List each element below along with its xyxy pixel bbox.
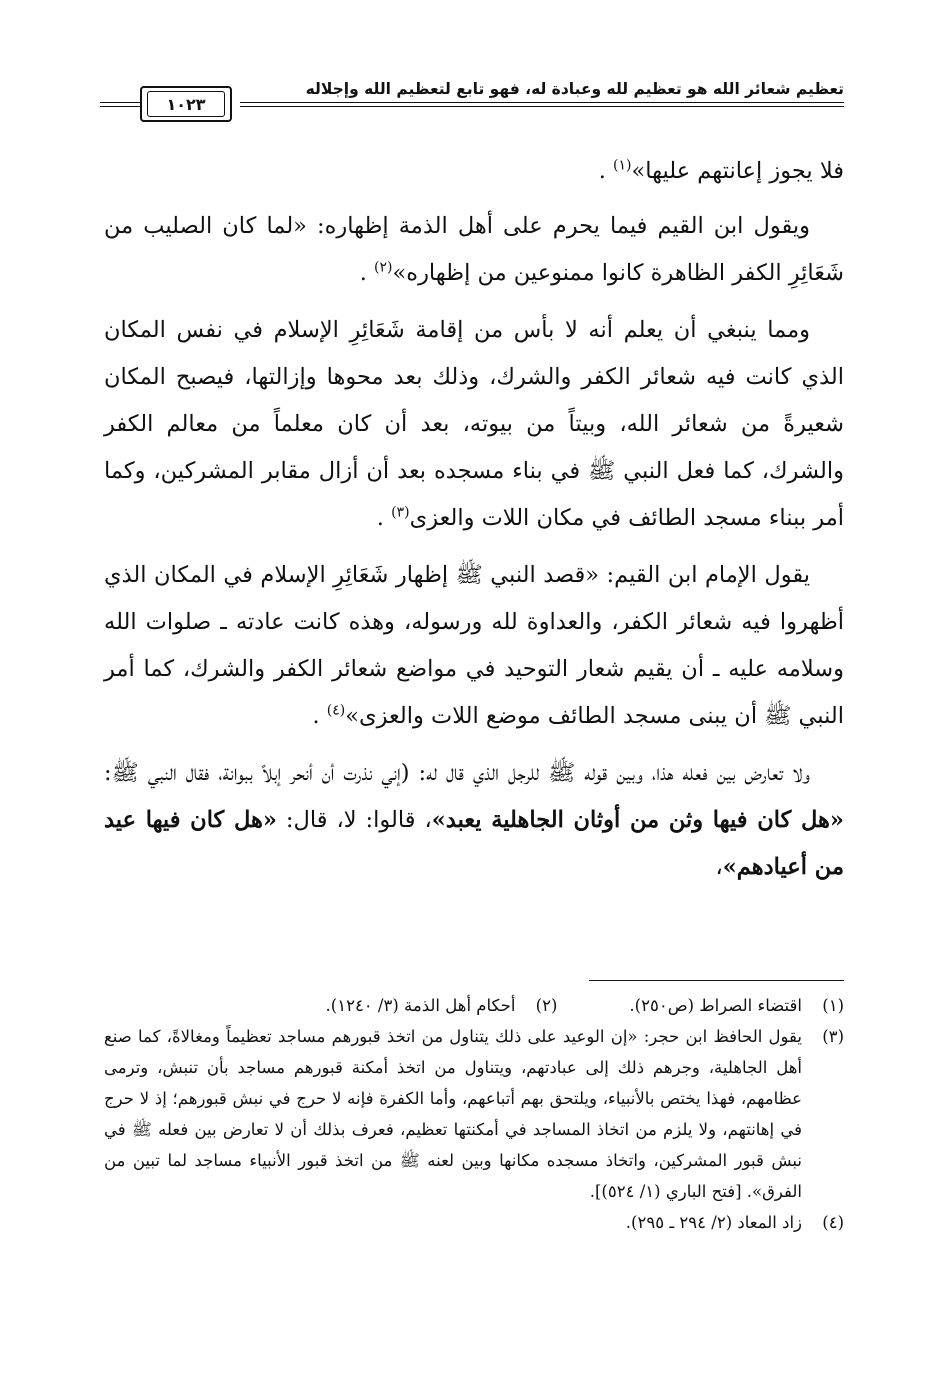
footnote-2 [326,990,558,1021]
paragraph-2 [104,203,844,297]
paragraph-2-end: . [359,260,367,286]
paragraph-5-part2: ، قالوا: لا، قال: [276,807,432,833]
side-rule-upper [100,102,140,103]
footnote-ref-2: (٢) [374,259,393,276]
footnote-ref-4: (٤) [326,702,346,719]
paragraph-4-end: . [312,703,320,729]
footnote-3-number: (٣) [822,1027,844,1046]
footnote-4-text: زاد المعاد (٢/ ٢٩٤ ـ ٢٩٥). [625,1213,802,1232]
paragraph-4-text: يقول الإمام ابن القيم: «قصد النبي ﷺ إظهار شَعَائِرِ الإسلام في المكان الذي أظهروا فيه شعائر الكفر، والعداوة لله ورسوله، وهذه كانت عادته ـ صلوات الله وسلامه عليه ـ أن يقيم شعار التوحيد في مواضع شعائر الكفر والشرك، كما أمر النبي ﷺ أن يبنى مسجد الطائف موضع اللات والعزى» [104,562,844,729]
running-header [100,78,844,126]
footnote-4-number: (٤) [822,1213,844,1232]
page-number: ١٠٢٣ [147,91,225,117]
footnote-2-text: أحكام أهل الذمة (٣/ ١٢٤٠). [325,996,516,1015]
footnote-3-text: يقول الحافظ ابن حجر: «إن الوعيد على ذلك يتناول من اتخذ قبورهم مساجد تعظيماً ومغالاةً، كما صنع أهل الجاهلية، وجرهم ذلك إلى عبادتهم، ويتناول من اتخذ أمكنة قبورهم مساجد بأن تنبش، وترمى عظامهم، فهذا يختص بالأنبياء، ويلتحق بهم أتباعهم، وأما الكفرة فإنه لا حرج في نبش قبورهم؛ إذ لا حرج في إهانتهم، ولا يلزم من اتخاذ المساجد في أمكنتها تعظيم، فعرف بذلك أن لا تعارض بين فعله ﷺ في نبش قبور المشركين، واتخاذ مسجده مكانها وبين لعنه ﷺ من اتخذ قبور الأنبياء مساجد لما تبين من الفرق». [فتح الباري (١/ ٥٢٤)]. [104,1027,802,1201]
footnotes-1-2 [104,990,844,1021]
footnote-ref-3: (٣) [391,504,410,521]
paragraph-1 [104,148,844,195]
footnote-1-text: اقتضاء الصراط (ص٢٥٠). [629,996,802,1015]
footnote-4 [104,1207,844,1238]
paragraph-3-end: . [376,505,384,531]
paragraph-1-text: فلا يجوز إعانتهم عليها» [631,158,844,184]
side-rule-lower [100,106,140,107]
footnotes [104,990,844,1238]
footnote-1 [629,990,844,1021]
header-rule-upper [240,102,844,103]
header-title: تعظيم شعائر الله هو تعظيم لله وعبادة له، فهو تابع لتعظيم الله وإجلاله [305,80,844,98]
hadith-quote-1: «هل كان فيها وثن من أوثان الجاهلية يعبد» [431,807,844,833]
paragraph-2-text: ويقول ابن القيم فيما يحرم على أهل الذمة إظهاره: «لما كان الصليب من شَعَائِرِ الكفر الظاهرة كانوا ممنوعين من إظهاره» [104,213,844,286]
main-text [104,148,844,901]
footnote-ref-1: (١) [613,157,632,174]
footnote-1-number: (١) [822,996,844,1015]
page-number-frame [140,86,232,122]
header-rule-lower [240,106,844,107]
footnote-3 [104,1021,844,1207]
paragraph-1-end: . [598,158,606,184]
paragraph-4 [104,552,844,740]
paragraph-5 [104,750,844,891]
hadith-quote-2: «هل كان فيها عيد من أعيادهم» [104,807,844,880]
footnote-separator [589,980,844,981]
paragraph-5-part1: ولا تعارض بين فعله هذا، وبين قوله ﷺ للرجل الذي قال له: (إني نذرت أن أنحر إبلاً ببوانة، فقال النبي ﷺ: [104,760,810,786]
paragraph-3-text: ومما ينبغي أن يعلم أنه لا بأس من إقامة شَعَائِرِ الإسلام في نفس المكان الذي كانت فيه شعائر الكفر والشرك، وذلك بعد محوها وإزالتها، فيصبح المكان شعيرةً من شعائر الله، وبيتاً من بيوته، بعد أن كان معلماً من معالم الكفر والشرك، كما فعل النبي ﷺ في بناء مسجده بعد أن أزال مقابر المشركين، وكما أمر ببناء مسجد الطائف في مكان اللات والعزى [104,317,844,531]
paragraph-3 [104,307,844,542]
paragraph-5-part3: ، [715,854,723,880]
footnote-2-number: (٢) [535,996,558,1015]
